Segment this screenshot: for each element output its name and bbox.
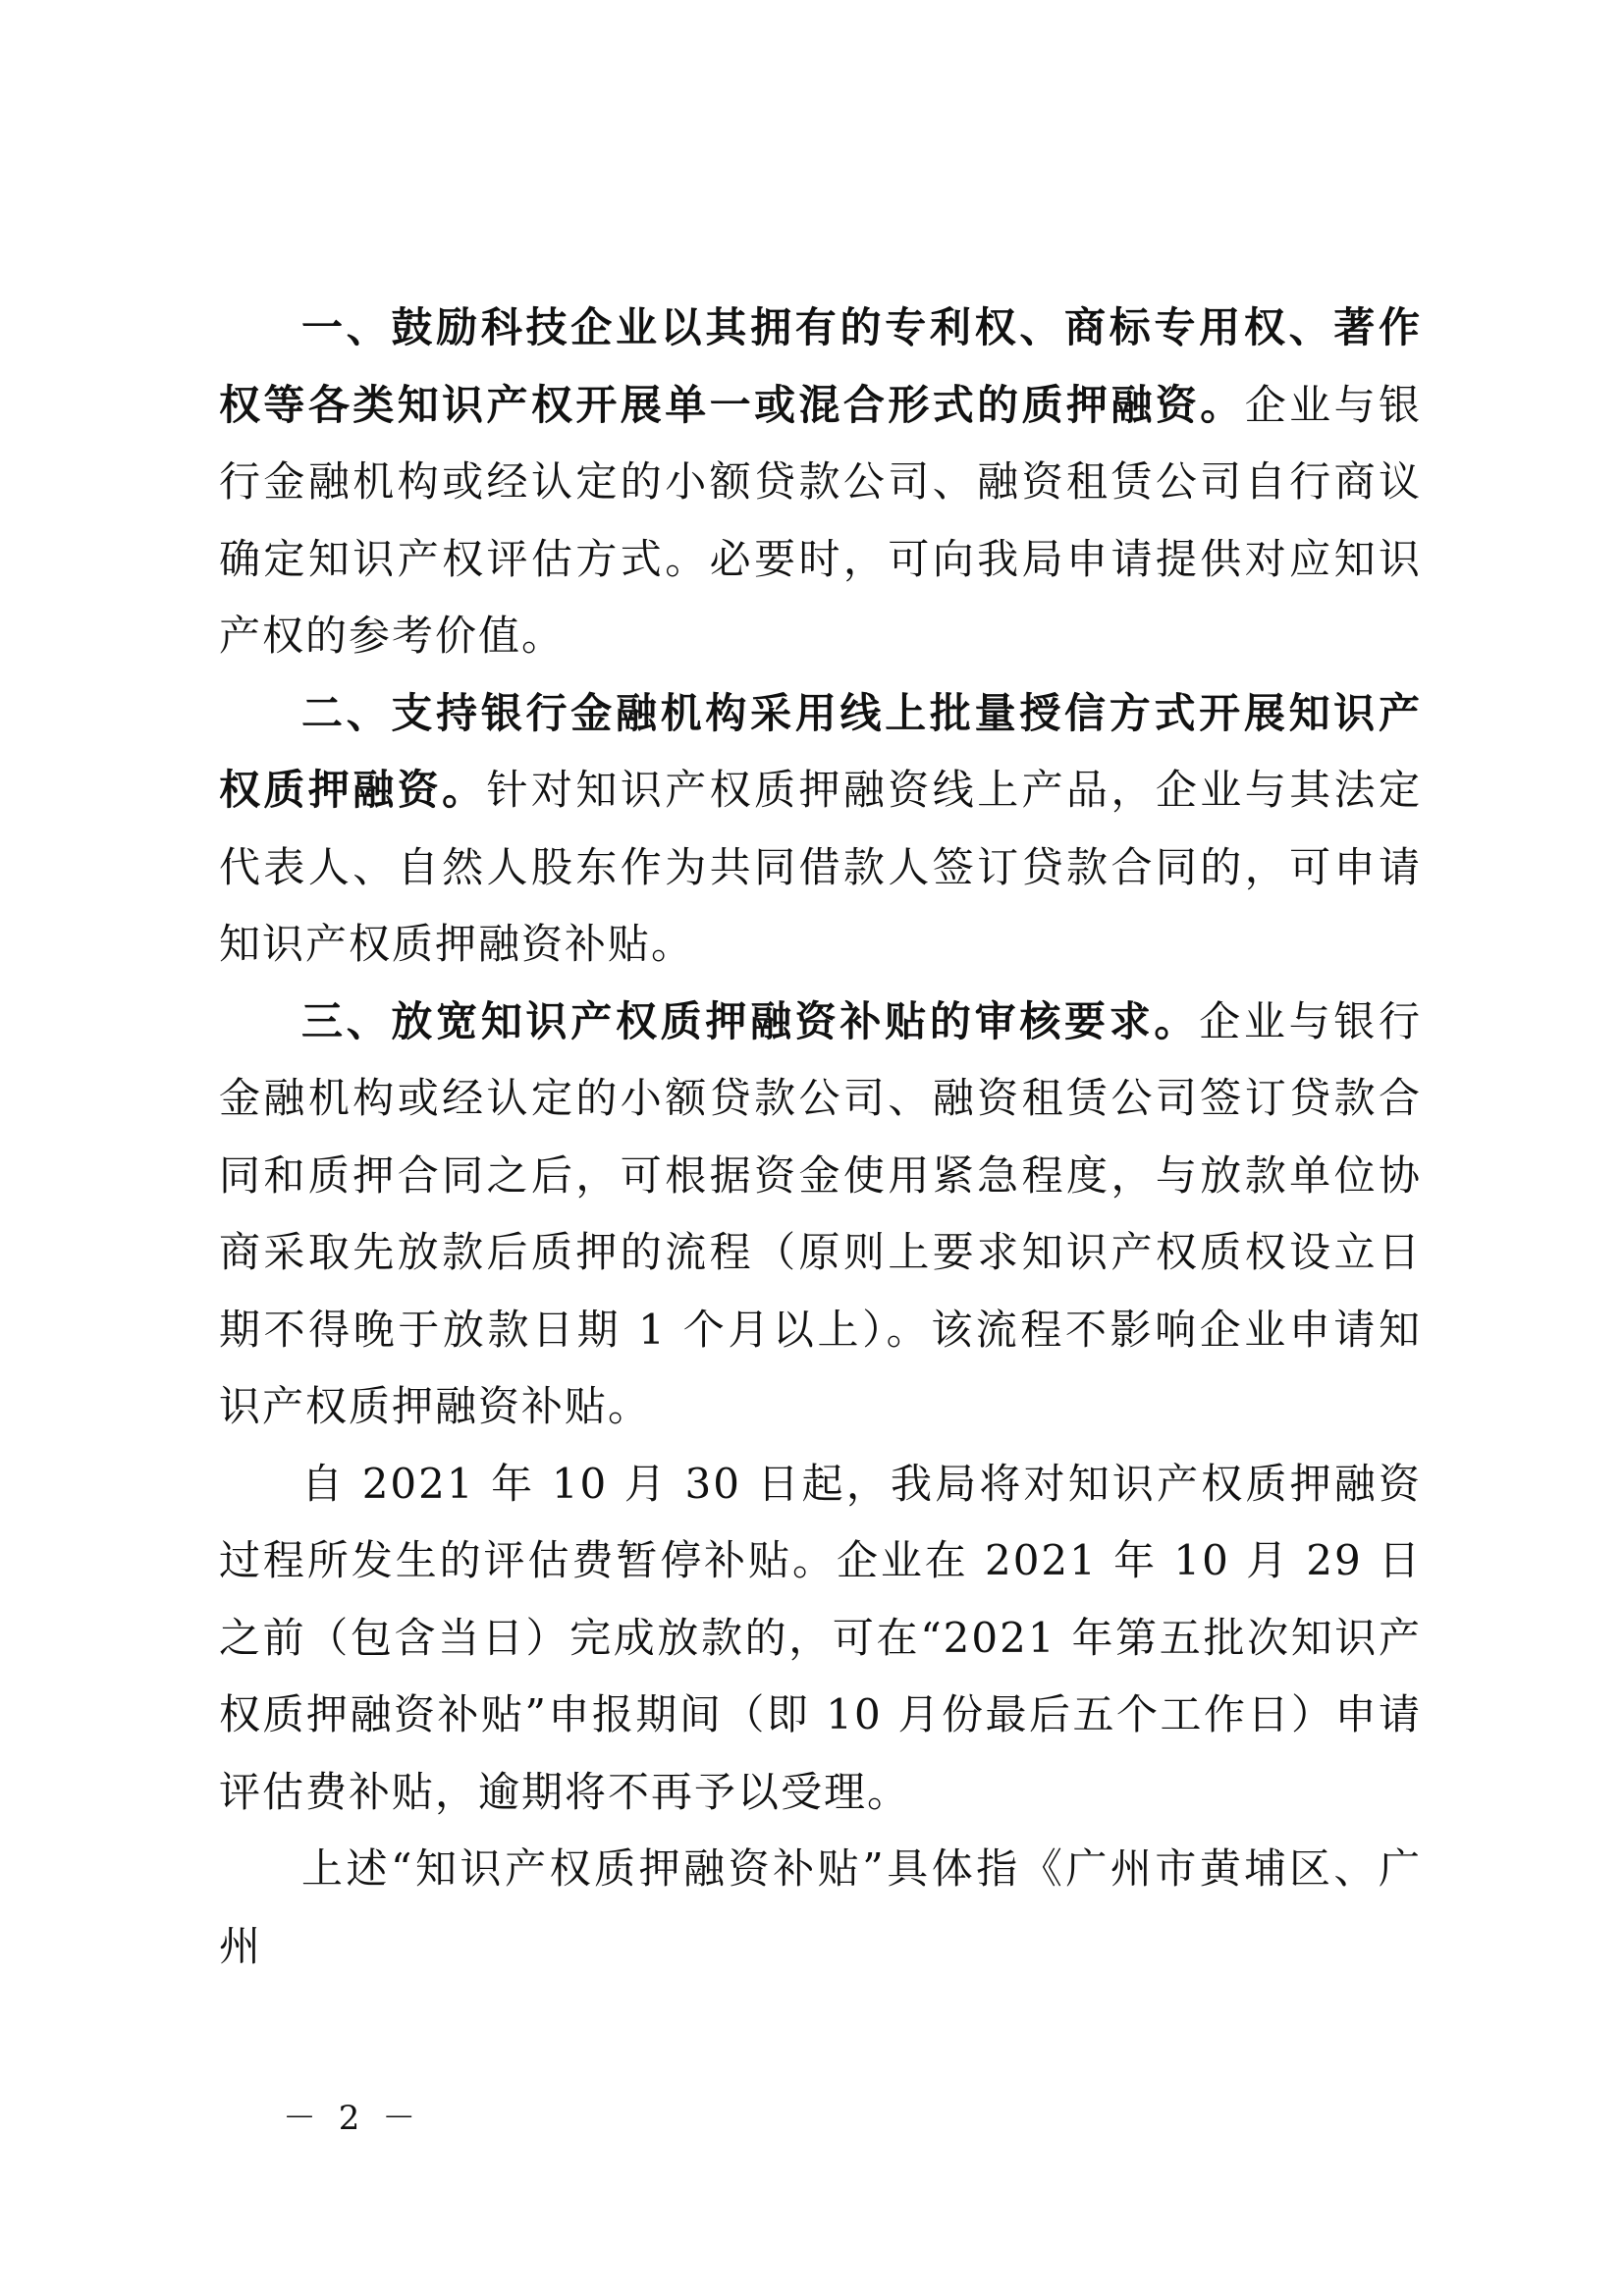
paragraph-1 (219, 290, 1422, 675)
paragraph-2 (219, 675, 1422, 984)
document-body (219, 290, 1422, 1985)
paragraph-1-text: 企业与银行金融机构或经认定的小额贷款公司、融资租赁公司自行商议确定知识产权评估方式。必要时，可向我局申请提供对应知识产权的参考价值。 (219, 380, 1422, 660)
paragraph-4-text: 自 2021 年 10 月 30 日起，我局将对知识产权质押融资过程所发生的评估费暂停补贴。企业在 2021 年 10 月 29 日之前（包含当日）完成放款的，可在“2021 年第五批次知识产权质押融资补贴”申报期间（即 10 月份最后五个工作日）申请评估费补贴，逾期将不再予以受理。 (219, 1459, 1422, 1816)
paragraph-5 (219, 1831, 1422, 1985)
paragraph-1-heading: 一、鼓励科技企业以其拥有的专利权、商标专用权、著作权等各类知识产权开展单一或混合形式的质押融资。 (219, 303, 1422, 429)
paragraph-2-text: 针对知识产权质押融资线上产品，企业与其法定代表人、自然人股东作为共同借款人签订贷款合同的，可申请知识产权质押融资补贴。 (219, 766, 1422, 968)
paragraph-4 (219, 1446, 1422, 1832)
paragraph-2-heading: 二、支持银行金融机构采用线上批量授信方式开展知识产权质押融资。 (219, 688, 1422, 814)
page-number: － 2 － (283, 2099, 422, 2138)
paragraph-5-text: 上述“知识产权质押融资补贴”具体指《广州市黄埔区、广州 (219, 1844, 1422, 1970)
paragraph-3-text: 企业与银行金融机构或经认定的小额贷款公司、融资租赁公司签订贷款合同和质押合同之后，可根据资金使用紧急程度，与放款单位协商采取先放款后质押的流程（原则上要求知识产权质权设立日期不得晚于放款日期 1 个月以上）。该流程不影响企业申请知识产权质押融资补贴。 (219, 996, 1422, 1430)
paragraph-3-heading: 三、放宽知识产权质押融资补贴的审核要求。 (301, 996, 1200, 1045)
paragraph-3 (219, 984, 1422, 1446)
